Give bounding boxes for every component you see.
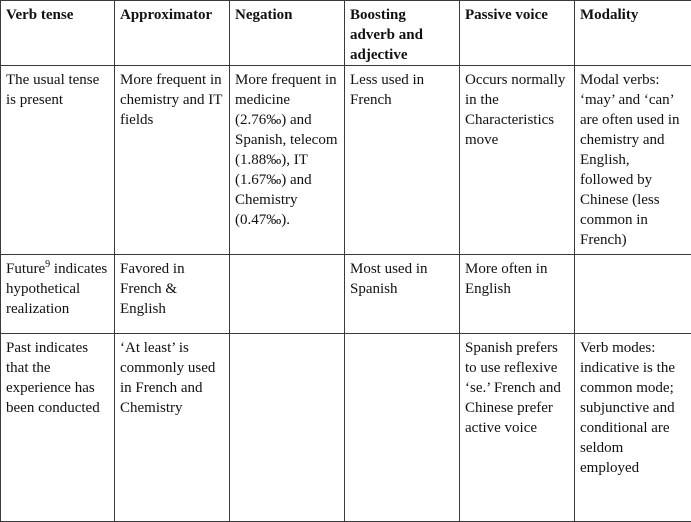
cell-text-continued: indicates hypothetical realization: [6, 261, 107, 317]
header-row: [1, 1, 691, 66]
cell-negation: [230, 334, 345, 522]
cell-modality: Verb modes: indicative is the common mode; subjunctive and conditional are seldom employed: [575, 334, 691, 522]
header-approximator: Approximator: [115, 1, 230, 66]
header-verb-tense: Verb tense: [1, 1, 115, 66]
cell-verb-tense: The usual tense is present: [1, 66, 115, 255]
cell-approximator: ‘At least’ is commonly used in French and Chemistry: [115, 334, 230, 522]
cell-boosting: [345, 334, 460, 522]
cell-passive-voice: More often in English: [460, 255, 575, 334]
cell-modality: [575, 255, 691, 334]
cell-modality: Modal verbs: ‘may’ and ‘can’ are often used in chemistry and English, followed by Chinese (less common in French): [575, 66, 691, 255]
header-modality: Modality: [575, 1, 691, 66]
cell-approximator: More frequent in chemistry and IT fields: [115, 66, 230, 255]
header-boosting-adverb-adjective: Boosting adverb and adjective: [345, 1, 460, 66]
header-passive-voice: Passive voice: [460, 1, 575, 66]
cell-text: Future: [6, 261, 45, 277]
table-row: [1, 255, 691, 334]
table-row: [1, 66, 691, 255]
cell-approximator: Favored in French & English: [115, 255, 230, 334]
cell-negation: More frequent in medicine (2.76‰) and Spanish, telecom (1.88‰), IT (1.67‰) and Chemistry (0.47‰).: [230, 66, 345, 255]
cell-passive-voice: Occurs normally in the Characteristics move: [460, 66, 575, 255]
cell-verb-tense: [1, 255, 115, 334]
cell-negation: [230, 255, 345, 334]
cell-passive-voice: Spanish prefers to use reflexive ‘se.’ French and Chinese prefer active voice: [460, 334, 575, 522]
footnote-marker: 9: [45, 259, 50, 270]
cell-verb-tense: Past indicates that the experience has been conducted: [1, 334, 115, 522]
header-negation: Negation: [230, 1, 345, 66]
cell-boosting: Most used in Spanish: [345, 255, 460, 334]
cell-boosting: Less used in French: [345, 66, 460, 255]
table-row: [1, 334, 691, 522]
